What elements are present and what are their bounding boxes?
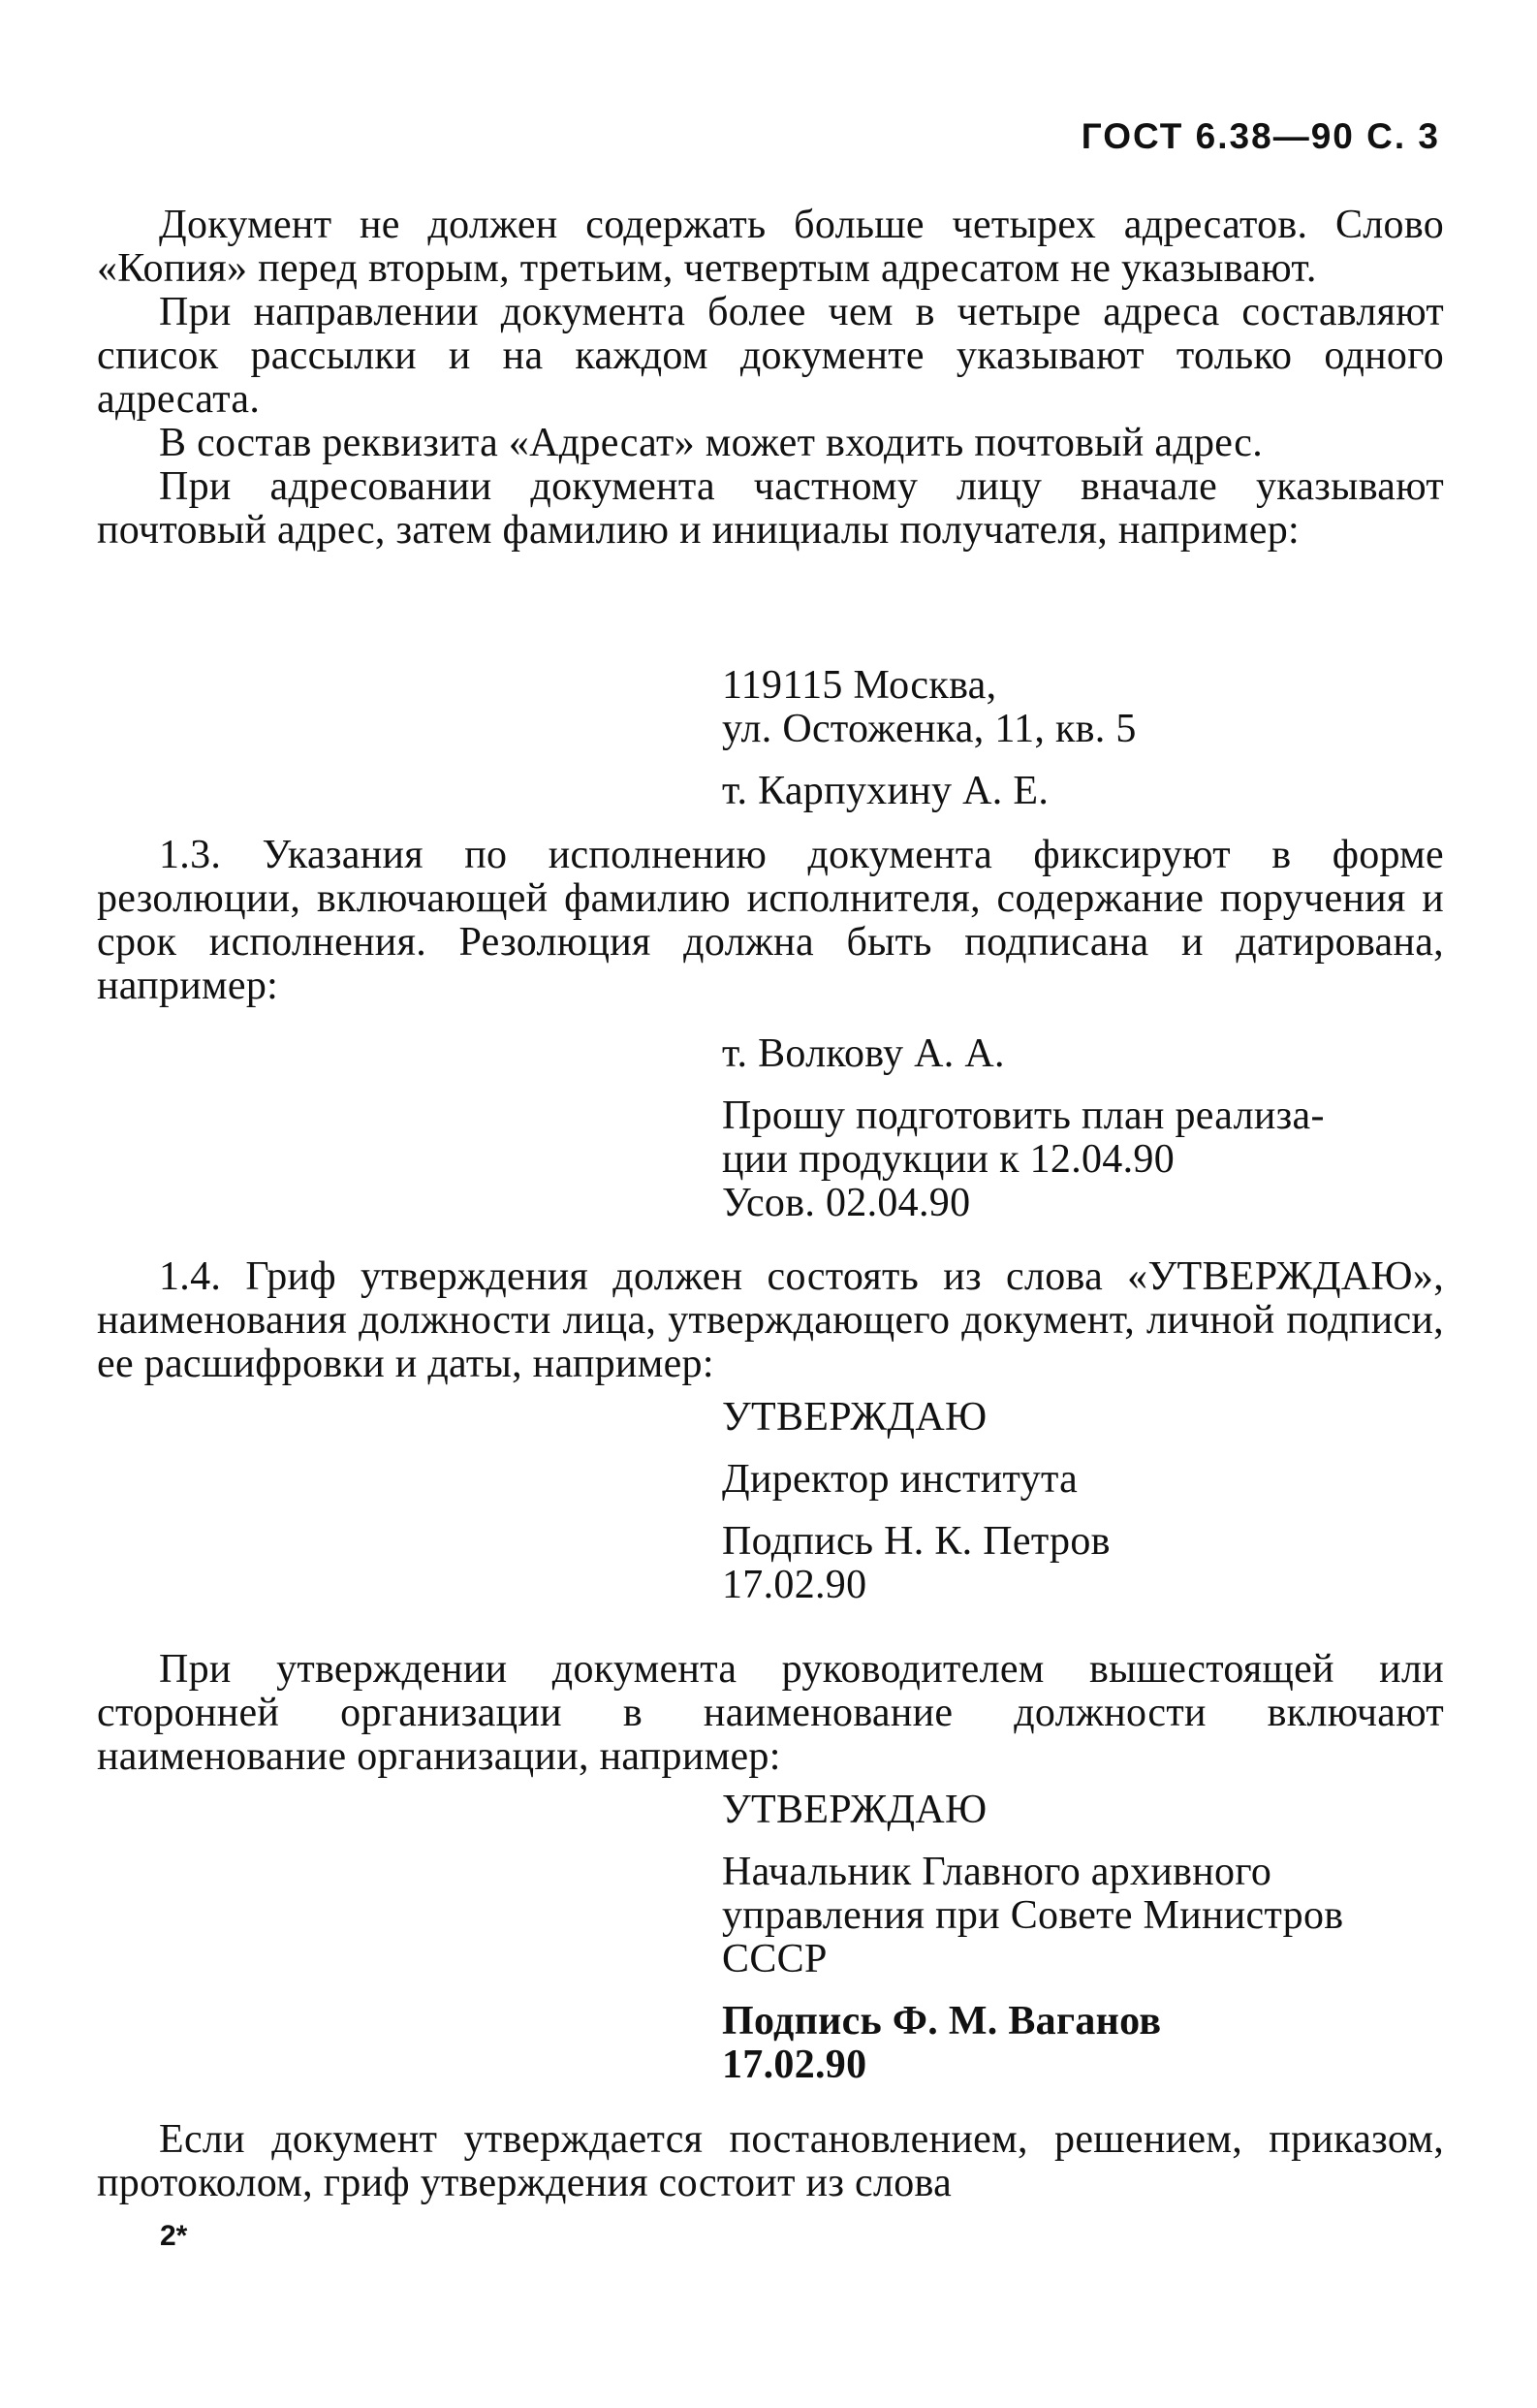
example-line: СССР bbox=[722, 1937, 828, 1981]
example-line: ции продукции к 12.04.90 bbox=[722, 1137, 1176, 1182]
example-line: управления при Совете Министров bbox=[722, 1893, 1344, 1938]
example-line: Директор института bbox=[722, 1457, 1079, 1502]
paragraph: При направлении документа более чем в четыре адреса составляют список рассылки и на каждом документе указывают только одного адресата. bbox=[97, 290, 1444, 422]
example-resolution bbox=[722, 1032, 1459, 1225]
example-line: т. Карпухину А. Е. bbox=[722, 769, 1050, 813]
example-line: ул. Остоженка, 11, кв. 5 bbox=[722, 707, 1137, 751]
text-block-closing bbox=[97, 2118, 1444, 2205]
example-line: Подпись Н. К. Петров bbox=[722, 1519, 1111, 1564]
page-header: ГОСТ 6.38—90 С. 3 bbox=[1081, 116, 1440, 156]
example-line: 119115 Москва, bbox=[722, 663, 997, 708]
example-line: Подпись Ф. М. Ваганов bbox=[722, 1999, 1162, 2044]
paragraph: При адресовании документа частному лицу вначале указывают почтовый адрес, затем фамилию и инициалы получателя, например: bbox=[97, 464, 1444, 553]
text-block-section-1-4 bbox=[97, 1255, 1444, 1386]
paragraph: 1.3. Указания по исполнению документа фиксируют в форме резолюции, включающей фамилию исполнителя, содержание поручения и срок исполнения. Резолюция должна быть подписана и датирована, например: bbox=[97, 833, 1444, 1008]
example-line: Усов. 02.04.90 bbox=[722, 1181, 971, 1225]
example-line: УТВЕРЖДАЮ bbox=[722, 1395, 988, 1440]
example-approval-director bbox=[722, 1396, 1459, 1607]
text-block-superior-org bbox=[97, 1648, 1444, 1779]
example-line: Начальник Главного архивного bbox=[722, 1850, 1272, 1894]
page-footer-mark: 2* bbox=[160, 2220, 188, 2252]
text-block-section-1-3 bbox=[97, 834, 1444, 1008]
example-line: т. Волкову А. А. bbox=[722, 1031, 1005, 1076]
text-block-addressees bbox=[97, 204, 1444, 553]
paragraph: Если документ утверждается постановлением, решением, приказом, протоколом, гриф утверждения состоит из слова bbox=[97, 2117, 1444, 2205]
example-line: Прошу подготовить план реализа- bbox=[722, 1093, 1325, 1138]
paragraph: Документ не должен содержать больше четырех адресатов. Слово «Копия» перед вторым, третьим, четвертым адресатом не указывают. bbox=[97, 203, 1444, 291]
paragraph: При утверждении документа руководителем вышестоящей или сторонней организации в наименование должности включают наименование организации, например: bbox=[97, 1647, 1444, 1779]
example-postal-address bbox=[722, 664, 1459, 813]
example-line: 17.02.90 bbox=[722, 1563, 867, 1607]
example-line: 17.02.90 bbox=[722, 2043, 867, 2087]
paragraph: 1.4. Гриф утверждения должен состоять из слова «УТВЕРЖДАЮ», наименования должности лица, утверждающего документ, личной подписи, ее расшифровки и даты, например: bbox=[97, 1254, 1444, 1386]
example-line: УТВЕРЖДАЮ bbox=[722, 1788, 988, 1832]
paragraph: В состав реквизита «Адресат» может входить почтовый адрес. bbox=[159, 421, 1264, 465]
example-approval-archive bbox=[722, 1789, 1459, 2087]
